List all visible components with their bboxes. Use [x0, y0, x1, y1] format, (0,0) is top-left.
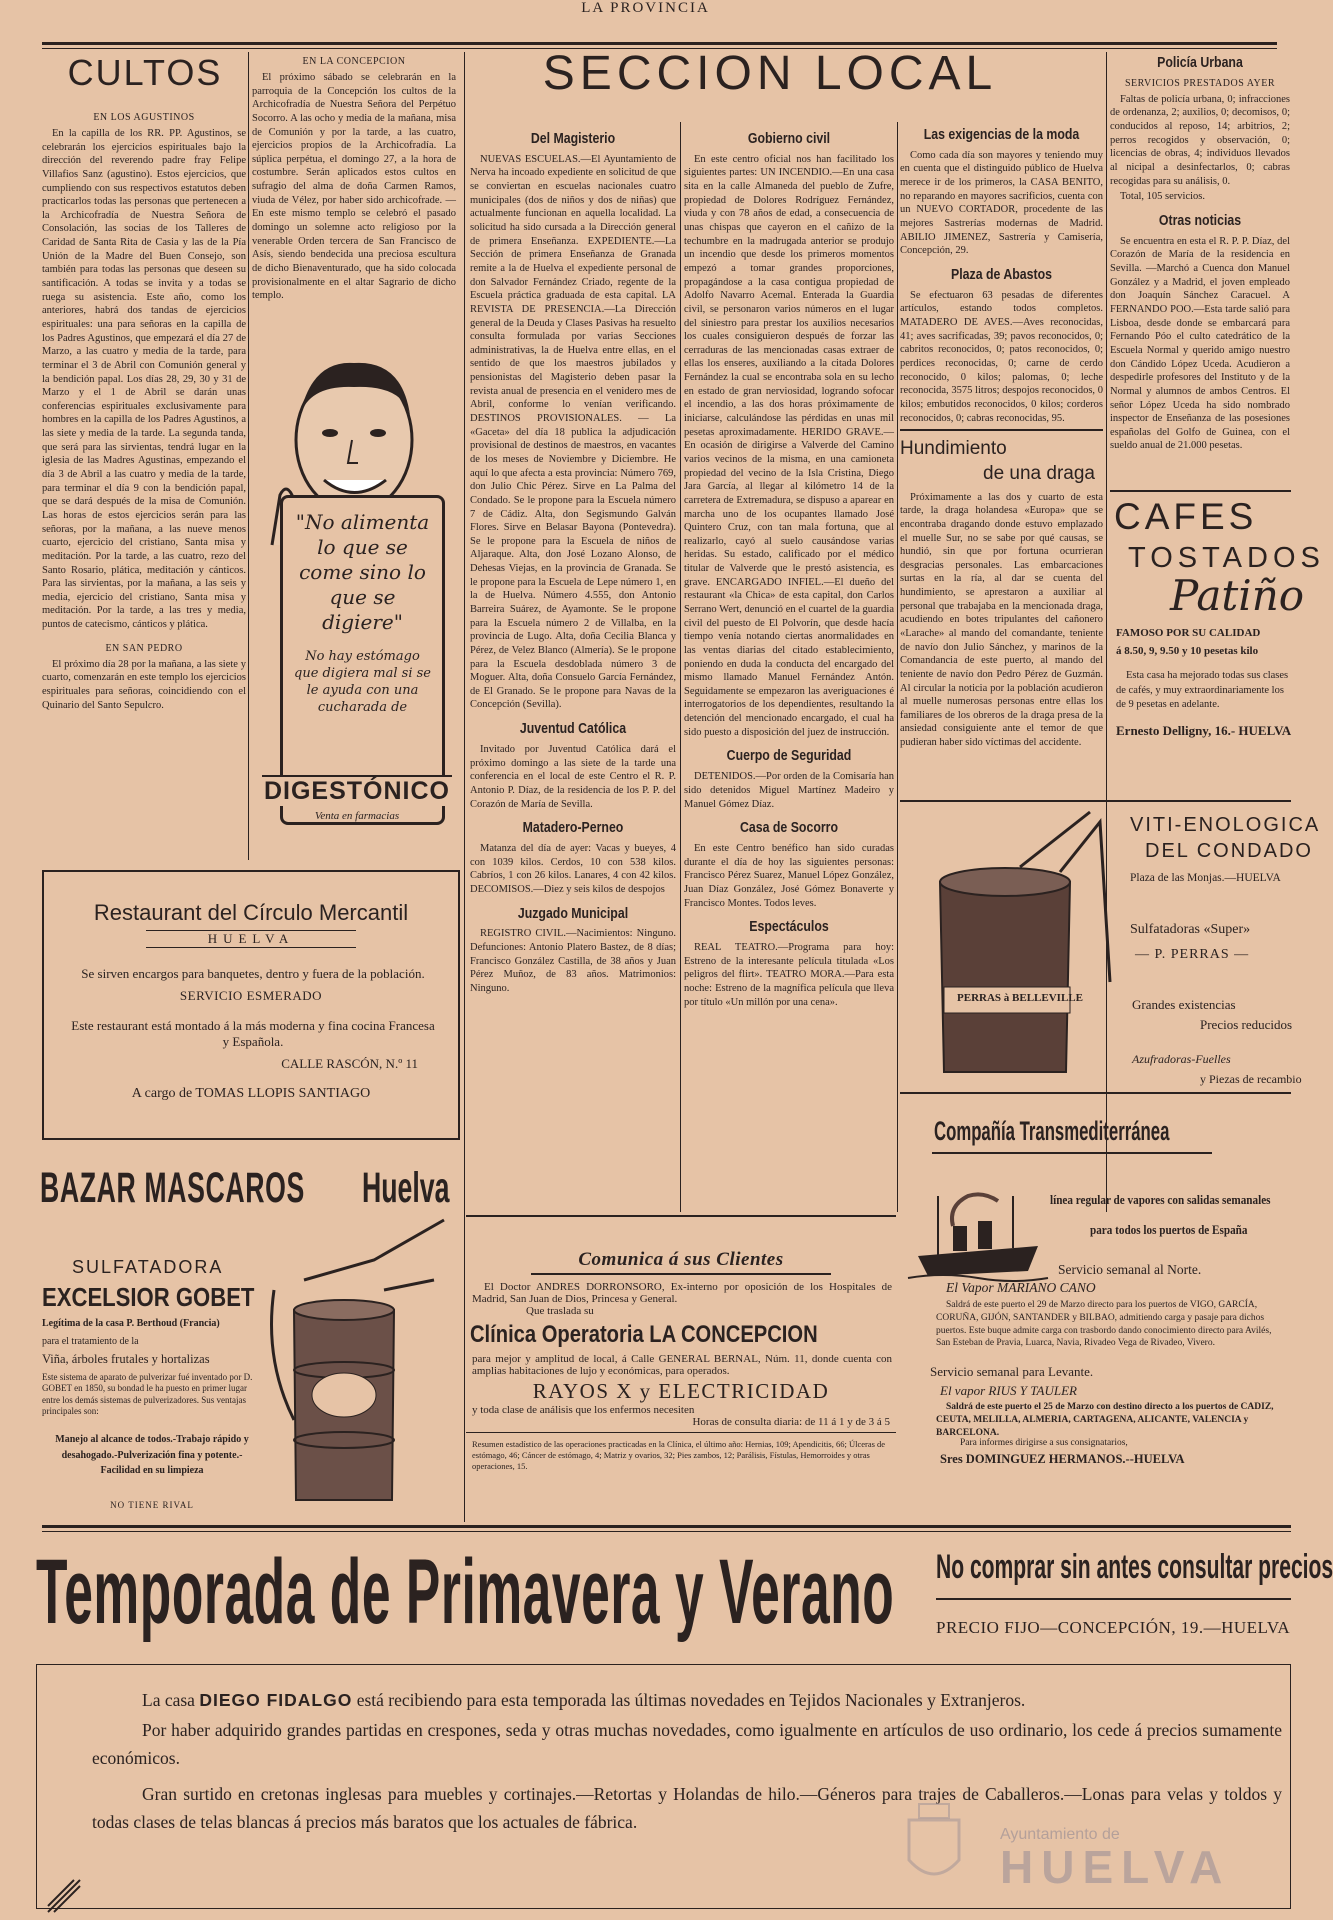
restaurant-owner: A cargo de TOMAS LLOPIS SANTIAGO	[131, 1086, 371, 1101]
ornament-icon	[44, 1876, 84, 1916]
moda-column	[900, 122, 1103, 792]
socorro-heading: Casa de Socorro	[740, 820, 838, 837]
cafes-l4: Ernesto Delligny, 16.- HUELVA	[1116, 723, 1292, 739]
temporada-p3: Gran surtido en cretonas inglesas para muebles y cortinajes.—Retortas y Holandas de hilo.—Géneros para trajes de Caballeros.—Lonas para velas y toldos y todas clases de telas blancas á precios más baratos que los actuales de fábrica.	[92, 1784, 1282, 1832]
digestonico-brand: DIGESTÓNICO	[263, 777, 450, 805]
clinica-name: Clínica Operatoria LA CONCEPCION	[470, 1321, 818, 1348]
bazar-l3: Viña, árboles frutales y hortalizas	[42, 1352, 210, 1366]
trasme-l2: para todos los puertos de España	[1090, 1222, 1248, 1237]
restaurant-address: CALLE RASCÓN, N.º 11	[281, 1056, 418, 1071]
bazar-l5: Manejo al alcance de todos.-Trabajo rápido y desahogado.-Pulverización fina y potente.-Facilidad en su limpieza	[55, 1434, 249, 1476]
espectaculos-text: REAL TEATRO.—Programa para hoy: Estreno de la interesante película titulada «Los peligros del flirt». TEATRO MORA.—Para esta noche: Estreno de la magnífica película que lleva por título «Un millón por una cena».	[684, 942, 894, 1008]
clinica-hours: Horas de consulta diaria: de 11 á 1 y de 3 á 5	[692, 1416, 890, 1428]
espectaculos-heading: Espectáculos	[749, 919, 829, 936]
temporada-p1c: está recibiendo para esta temporada las últimas novedades en Tejidos Nacionales y Extranjeros.	[352, 1690, 1026, 1710]
clinica-l1: El Doctor ANDRES DORRONSORO, Ex-interno por oposición de los Hospitales de Madrid, San Juan de Dios, Princesa y General.	[472, 1281, 892, 1305]
juventud-heading: Juventud Católica	[519, 721, 627, 738]
viti-l5: Azufradoras-Fuelles	[1132, 1052, 1231, 1066]
watermark-line1: Ayuntamiento de	[1000, 1826, 1120, 1843]
clinica-heading: Comunica á sus Clientes	[578, 1249, 784, 1270]
cafes-l3: Esta casa ha mejorado todas sus clases de cafés, y muy extraordinariamente los de 9 pesetas en adelante.	[1116, 670, 1289, 711]
restaurant-line2: SERVICIO ESMERADO	[179, 988, 323, 1003]
otras-heading: Otras noticias	[1158, 212, 1242, 229]
viti-l6: y Piezas de recambio	[1200, 1072, 1302, 1086]
viti-l4: Precios reducidos	[1200, 1017, 1293, 1032]
magisterio-column	[470, 122, 676, 1212]
policia-total: Total, 105 servicios.	[1120, 191, 1205, 203]
digestonico-quote: "No alimenta lo que se come sino lo que se digiere"	[295, 510, 430, 634]
agustinos-heading: EN LOS AGUSTINOS	[93, 112, 195, 123]
column-rule	[680, 122, 681, 1212]
restaurant-ad	[42, 870, 460, 1140]
sprayer-illustration	[264, 1220, 454, 1510]
agustinos-text: En la capilla de los RR. PP. Agustinos, se celebrarán los ejercicios espirituales bajo la dirección del reverendo padre fray Felipe Villafios Sanz (agustino). Estos ejercicios, que cumpliendo con sus respectivos estatutos deben practicarlos todas las personas que pertenecen a la Archicofradía de Nuestra Señora de Consolación, las socias de los Talleres de Caridad de Santa Rita de Casia y las de la Pía Unión de la Madre del Buen Consejo, son también para todas las personas que deseen su santificación. A todas se invita y a todas se ruega su asistencia. Este año, como los anteriores, habrá dos tandas de ejercicios espirituales: una para señoras en la capilla de los Padres Agustinos, que empezará el día 27 de Marzo, a las cuatro y media de la tarde, para terminar el 3 de Abril con Comunión general y la bendición papal. Los días 28, 29, 30 y 31 de Marzo y el 1 de Abril se darán unas conferencias espirituales exclusivamente para hombres en la capilla de los Padres Agustinos, a las siete y media de la tarde. La segunda tanda, que será para las sirvientas, tendrá lugar en la iglesia de las Madres Agustinas, empezando el día 3 de Abril a las cuatro y media de la tarde, para terminar el día 9 con la bendición papal, que se dará después de la misa de Comunión. Las horas de estos ejercicios serán para las señoras, por la mañana, a las nueve menos cuarto, ejercicio del cristiano, Santa misa y meditación. Por la tarde, a las cuatro, rezo del Santo Rosario, plática, meditación y cánticos. Para las sirvientas, por la mañana, a las seis y media, ejercicio del cristiano, Santa misa y meditación. Por la tarde, a las tres y media, puntos de catecismo, cánticos y plática.	[42, 128, 246, 631]
draga-heading-1: Hundimiento	[900, 438, 1007, 460]
juzgado-heading: Juzgado Municipal	[517, 905, 629, 922]
abastos-heading: Plaza de Abastos	[951, 266, 1052, 283]
trasme-t2: Saldrá de este puerto el 25 de Marzo con destino directo a los puertos de CADIZ, CEUTA, MELILLA, ALMERIA, CARTAGENA, ALICANTE, VALENCIA y BARCELONA.	[936, 1402, 1274, 1438]
restaurant-title: Restaurant del Círculo Mercantil	[93, 900, 409, 925]
juzgado-text: REGISTRO CIVIL.—Nacimientos: Ninguno. Defunciones: Antonio Platero Bastez, de 8 días; Francisco González Castilla, de 38 años y Juan Pérez Muñoz, de 83 años. Matrimonios: Ninguno.	[470, 928, 676, 994]
temporada-title: Temporada de Primavera y Verano	[36, 1541, 895, 1643]
bazar-ad	[42, 1160, 460, 1520]
digestonico-ad	[252, 345, 456, 861]
matadero-text: Matanza del día de ayer: Vacas y bueyes, 4 con 1039 kilos. Cerdos, 10 con 538 kilos. Cabríos, 1 con 26 kilos. Lanares, 4 con 42 kilos. DECOMISOS.—Diez y seis kilos de despojos	[470, 843, 676, 895]
clinica-l3: para mejor y amplitud de local, á Calle GENERAL BERNAL, Núm. 11, donde cuenta con amplias habitaciones de lujo y económicas, para operados.	[472, 1353, 892, 1377]
bazar-l1: Legítima de la casa P. Berthoud (Francia)	[42, 1318, 220, 1329]
gobierno-column	[684, 122, 894, 1212]
seguridad-text: DETENIDOS.—Por orden de la Comisaría han sido detenidos Miguel Martínez Madeiro y Manuel Gómez Díaz.	[684, 771, 894, 810]
bazar-l2: para el tratamiento de la	[42, 1336, 139, 1347]
policia-text: Faltas de policía urbana, 0; infracciones de ordenanza, 2; auxilios, 0; decomisos, 0; conducidos al reposo, 14; arbitrios, 2; perros recogidos y observación, 0; licencias de obras, 4; individuos llevados al nicipal a desinfectarlos, 0; cabras recogidas para su análisis, 0.	[1110, 93, 1290, 187]
trasme-s1: Servicio semanal al Norte.	[1058, 1262, 1202, 1277]
trasme-v2: El vapor RIUS Y TAULER	[940, 1383, 1077, 1398]
clinica-rayos: RAYOS X y ELECTRICIDAD	[532, 1379, 830, 1403]
section-title: SECCION LOCAL	[542, 47, 998, 100]
temporada-p2: Por haber adquirido grandes partidas en crespones, seda y otras muchas novedades, como igualmente en artículos de uso ordinario, los cede á precios sumamente económicos.	[92, 1720, 1282, 1768]
viti-l1: Sulfatadoras «Super»	[1130, 922, 1251, 937]
column-rule	[248, 52, 249, 860]
trasme-agents: Sres DOMINGUEZ HERMANOS.--HUELVA	[940, 1452, 1185, 1466]
bazar-l4: Este sistema de aparato de pulverizar fué inventado por D. GOBET en 1850, su bondad le ha puesto en primer lugar entre los demás sistemas de pulverizadores. Sus ventajas principales son:	[42, 1372, 253, 1416]
bazar-city: Huelva	[362, 1164, 450, 1212]
cafes-l1: FAMOSO POR SU CALIDAD	[1116, 627, 1261, 639]
cultos-column	[42, 108, 246, 868]
transmediterranea-ad	[900, 1092, 1291, 1522]
concepcion-text: El próximo sábado se celebrarán en la parroquia de la Concepción los cultos de la Archicofradía de Nuestra Señora del Perpétuo Socorro. A las ocho y media de la mañana, misa de Comunión y por la tarde, a las cuatro, ejercicios propios de la Archicofradía. La súplica perpétua, el domingo 27, a la hora de costumbre. Serán aplicados estos cultos en sufragio del alma de doña Carmen Ramos, viuda de Vélez, por haber sido archicofrade. —En este mismo templo se celebró el pasado domingo un solemne acto religioso por la venerable Orden tercera de San Francisco de Asís, siendo bendecida una preciosa escultura de dicho Bienaventurado, que ha sido colocada provisionalmente en el altar Sagrario de dicho templo.	[252, 72, 456, 302]
trasme-v1: El Vapor MARIANO CANO	[946, 1280, 1096, 1295]
policia-sub: SERVICIOS PRESTADOS AYER	[1124, 77, 1276, 89]
clinica-l2: Que traslada su	[526, 1305, 594, 1317]
draga-heading-2: de una draga	[983, 462, 1095, 484]
trasme-l1: línea regular de vapores con salidas semanales	[1050, 1192, 1271, 1207]
cafes-l2: á 8.50, 9, 9.50 y 10 pesetas kilo	[1116, 645, 1259, 657]
temporada-fijo: PRECIO FIJO—CONCEPCIÓN, 19.—HUELVA	[936, 1618, 1291, 1637]
clinica-ad	[466, 1215, 896, 1520]
socorro-text: En este Centro benéfico han sido curadas durante el día de hoy las siguientes personas: Francisco Pérez Suarez, Manuel López González, Juan Díaz González, José Gómez Bonaverte y Francisco Montes. Todos leves.	[684, 843, 894, 909]
cafes-ad	[1110, 490, 1325, 800]
bazar-l6: NO TIENE RIVAL	[110, 1500, 194, 1510]
matadero-heading: Matadero-Perneo	[522, 820, 624, 837]
magisterio-text: NUEVAS ESCUELAS.—El Ayuntamiento de Nerva ha incoado expediente en solicitud de que se conviertan en escuelas nacionales cuatro municipales (dos de niños y dos de niñas) que actualmente funcionan en aquella localidad. La solicitud ha sido cursada a la Dirección general de primera Enseñanza. EXPEDIENTE.—La Sección de primera Enseñanza de Granada remite a la de Huelva el expediente personal de don Salvador Fernández Criado, regente de la Escuela práctica graduada de esta capital. LA REVISTA DE PRESENCIA.—La Dirección general de la Deuda y Clases Pasivas ha resuelto consulta formulada por varias Secciones administrativas, la de Huelva entre ellas, en el sentido de que los maestros jubilados y pensionistas del Magisterio deben pasar la revista anual de presencia en el venidero mes de Abril, conforme lo venían verificando. DESTINOS PROVISIONALES. — La «Gaceta» del día 18 publica la adjudicación provisional de destinos de maestros, en vacantes de los meses de Noviembre y Diciembre. He aquí lo que afecta a esta provincia: Número 769, don Julio Chic Pérez. Sirve en La Palma del Condado. Se le propone para la Escuela número 7 de Cádiz. Alta, don Segismundo Galván Flores. Sirve en Belasar Bayona (Pontevedra). Se le propone para la Escuela de niños de Aljaraque. Alta, don José Lozano Alonso, de Dehesas Viejas, en la provincia de Granada. Se le propone para la Escuela de Lepe número 1, en la de Huelva. Número 4.555, don Antonio Barreira Suárez, de Ayamonte. Se le propone para la Escuela número 2 de Villalba, en la provincia de Lugo. Alta, doña Cecilia Blanca y Pérez, de Velez Blanco (Almería). Se le propone para la Escuela desdoblada número 3 de Moguer. Alta, doña Consuelo García Fernández, de El Granado. Se le propone para Navas de la Concepción (Sevilla).	[470, 153, 676, 711]
clinica-l4: y toda clase de análisis que los enfermos necesiten	[472, 1404, 695, 1416]
cafes-heading: CAFES	[1114, 496, 1258, 537]
trasme-s2: Servicio semanal para Levante.	[930, 1364, 1094, 1379]
bottom-rule-thin	[42, 1531, 1291, 1532]
draga-text: Próximamente a las dos y cuarto de esta tarde, la draga holandesa «Europa» que se encontraba dragando donde estuvo emplazado el muelle Sur, no se sabe por qué causas, se hundió, sin que por fortuna ocurrieran desgracias personales. Las embarcaciones surtas en la ría, al dar se cuenta del hundimiento, se aprestaron a auxiliar al personal que trabajaba en la mencionada draga, acudiendo en botes tripulantes del cañonero «Larache» al mando del comandante, teniente de navío don Julio Sánchez, y marinos de la Comandancia de este puerto, al mando del teniente de navío don Pedro Pérez de Guzmán. Al circular la noticia por la población acudieron al muelle numerosas personas entre ellas los familiares de los obreros de la draga presa de la ansiedad consiguiente ante el temor de que pudieran haber sido víctimas del accidente.	[900, 491, 1103, 749]
sanpedro-heading: EN SAN PEDRO	[105, 642, 183, 654]
juventud-text: Invitado por Juventud Católica dará el próximo domingo a las siete de la tarde una conferencia en el local de este Centro el R. P. Antonio P. Díaz, de la residencia de los P. P. del Corazón de María de Sevilla.	[470, 743, 676, 810]
bazar-title: BAZAR MASCAROS	[40, 1164, 305, 1212]
sanpedro-text: El próximo día 28 por la mañana, a las siete y cuarto, comenzarán en este templo los ejercicios espirituales para señoras, coincidiendo con el Quinario del Santo Sepulcro.	[42, 658, 246, 711]
bazar-brand: EXCELSIOR GOBET	[42, 1282, 255, 1312]
temporada-shop-name: DIEGO FIDALGO	[199, 1690, 353, 1710]
moda-heading: Las exigencias de la moda	[923, 127, 1080, 143]
digestonico-quote2: No hay estómago que digiera mal si se le ayuda con una cucharada de	[294, 649, 431, 715]
trasme-t1: Saldrá de este puerto el 29 de Marzo directo para los puertos de VIGO, GARCÍA, CORUÑA, GIJÓN, SANTANDER y BILBAO, admitiendo carga y pasaje para dichos puertos. Este buque admite carga con trasbordo dando conocimiento directo para Avilés, San Esteban de Pravia, Luarca, Navia, Rivadeo Vega de Rivadeo, Vivero.	[936, 1300, 1272, 1349]
steamship-illustration	[908, 1186, 1048, 1286]
digestonico-sub: Venta en farmacias	[314, 810, 400, 822]
column-rule	[897, 122, 898, 1212]
restaurant-line3: Este restaurant está montado á la más moderna y fina cocina Francesa y Española.	[71, 1018, 435, 1049]
city-seal-watermark-icon	[905, 1800, 963, 1888]
trasme-heading: Compañía Transmediterránea	[934, 1116, 1170, 1146]
column-rule	[464, 52, 465, 1522]
gobierno-text: En este centro oficial nos han facilitado los siguientes partes: UN INCENDIO.—En una casa sita en la calle Almaneda del pueblo de Zufre, propiedad de Dolores Rodríguez Fernández, viuda y con 78 años de edad, a consecuencia de unas chispas que cayeron en el cañizo de la techumbre en la madrugada anterior se produjo un incendio que desde los primeros momentos empezó a tomar grandes proporciones, propagándose a la casa contigua propiedad de Adolfo Navarro Acemal. Enterada la Guardia civil, se personaron varios números en el lugar del siniestro para prestar los auxilios necesarios los cuales consiguieron después de forzar las cerraduras de las mencionadas casas extraer de ellas los enseres, auxiliando a la citada Dolores Fernández la cual se encontraba sola en su lecho en estado de gran nerviosidad, logrando sofocar el incendio, a las dos horas próximamente de iniciarse, calculándose las pérdidas en unas mil pesetas aproximadamente. HERIDO GRAVE.—En ocasión de dirigirse a Valverde del Camino varios vecinos de la misma, en una camioneta propiedad del vecino de la Isla Cristina, Diego Jara García, al llegar al kilómetro 14 de la carretera de Extremadura, se dispuso a aparear en marcha uno de los ocupantes llamado José Quintero Cruz, con tan mala fortuna, que al realizarlo, cayó al suelo causándose varias heridas. Su estado, calificado por el médico titular de Valverde que le prestó asistencia, es grave. ENCARGADO INFIEL.—El dueño del restaurant «la Chica» de esta capital, don Carlos Serrano Wert, denunció en el cuartel de la guardia civil del puesto de El Polvorín, que desde hacía tiempo venía notando ciertas anormalidades en las ventas diarias del citado establecimiento, poniendo en duda la conducta del encargado del mismo llamado Manuel Fernández Antón. Seguidamente se empezaron las averiguaciones é interrogatorios de los dependientes, resultando la detención del mencionado encargado, el cual ha sido puesto a disposición del juez de instrucción.	[684, 153, 894, 738]
abastos-text: Se efectuaron 63 pesadas de diferentes artículos, estando todos completos. MATADERO DE AVES.—Aves reconocidas, 41; aves sacrificadas, 39; pavos reconocidos, 0; cabritos reconocidos, 0; patos reconocidos, 0; perdices reconocidas, 0; carne de cerdo reconocido, 0 kilos; palomas, 0; leche reconocida, 3575 litros; despojos reconocidos, 0 kilos; embutidos reconocidos, 0 kilos; corderos reconocidos, 0; cabras reconocidas, 95.	[900, 289, 1103, 424]
cafes-sub: TOSTADOS	[1128, 542, 1325, 574]
cultos-title: CULTOS	[67, 52, 223, 93]
viti-t2: DEL CONDADO	[1145, 840, 1313, 862]
viti-sprayer-label: PERRAS à BELLEVILLE	[957, 992, 1083, 1004]
concepcion-heading: EN LA CONCEPCION	[302, 56, 406, 67]
viti-ad	[900, 800, 1321, 1090]
bottom-rule	[42, 1525, 1291, 1528]
sprayer-illustration	[920, 812, 1120, 1082]
trasme-t3: Para informes dirigirse a sus consignatarios,	[960, 1438, 1128, 1448]
bazar-product: SULFATADORA	[72, 1257, 224, 1277]
masthead: LA PROVINCIA	[581, 0, 710, 16]
policia-column	[1110, 52, 1290, 484]
temporada-p1	[92, 1686, 1282, 1714]
viti-l2: — P. PERRAS —	[1135, 947, 1250, 962]
gobierno-heading: Gobierno civil	[747, 131, 831, 147]
header-rule	[42, 42, 1277, 45]
policia-heading: Policía Urbana	[1157, 55, 1243, 71]
seguridad-heading: Cuerpo de Seguridad	[726, 748, 852, 765]
viti-t1: VITI-ENOLOGICA	[1130, 814, 1321, 836]
temporada-slogan: No comprar sin antes consultar precios	[936, 1548, 1333, 1586]
temporada-p1a: La casa	[142, 1690, 200, 1710]
moda-text: Como cada día son mayores y teniendo muy en cuenta que el distinguido público de Huelva merece ir de los primeros, la CASA BENITO, no reparando en mayores sacrificios, cuenta con un NUEVO CORTADOR, procedente de las mejores Sastrerías modernas de Madrid. ABILIO JIMENEZ, Sastrería y Camisería, Concepción, 29.	[900, 149, 1103, 257]
viti-addr: Plaza de las Monjas.—HUELVA	[1130, 872, 1281, 884]
otras-text: Se encuentra en esta el R. P. P. Díaz, del Corazón de María de la residencia en Sevilla. —Marchó a Cuenca don Manuel González y a Madrid, el joven empleado don Joaquín Sánchez Caracuel. A FERNANDO POO.—Esta tarde salió para Lisboa, desde donde se embarcará para Fernando Póo el culto catedrático de la Escuela Normal y querido amigo nuestro don Cándido López Uceda. Acudieron a despedirle profesores del Instituto y de la Normal y alumnos de ambos Centros. El señor López Uceda ha sido nombrado inspector de Enseñanza de las posesiones españolas del Golfo de Guinea, con el sueldo anual de 21.000 pesetas.	[1110, 235, 1290, 452]
watermark-line2: HUELVA	[1000, 1841, 1231, 1893]
restaurant-city: HUELVA	[146, 930, 356, 948]
viti-l3: Grandes existencias	[1132, 997, 1236, 1012]
magisterio-heading: Del Magisterio	[530, 131, 616, 147]
cafes-brand: Patiño	[1170, 571, 1305, 620]
restaurant-line1: Se sirven encargos para banquetes, dentro y fuera de la población.	[81, 966, 425, 981]
clinica-l5: Resumen estadístico de las operaciones practicadas en la Clínica, el último año: Hernias, 109; Apendicitis, 66; Úlceras de estómago, 46; Cáncer de estómago, 4; Matriz y ovarios, 32; Pies zambos, 12; Parálisis, Fístulas, Hemorroides y otras operaciones, 15.	[466, 1432, 896, 1472]
concepcion-column	[252, 52, 456, 342]
